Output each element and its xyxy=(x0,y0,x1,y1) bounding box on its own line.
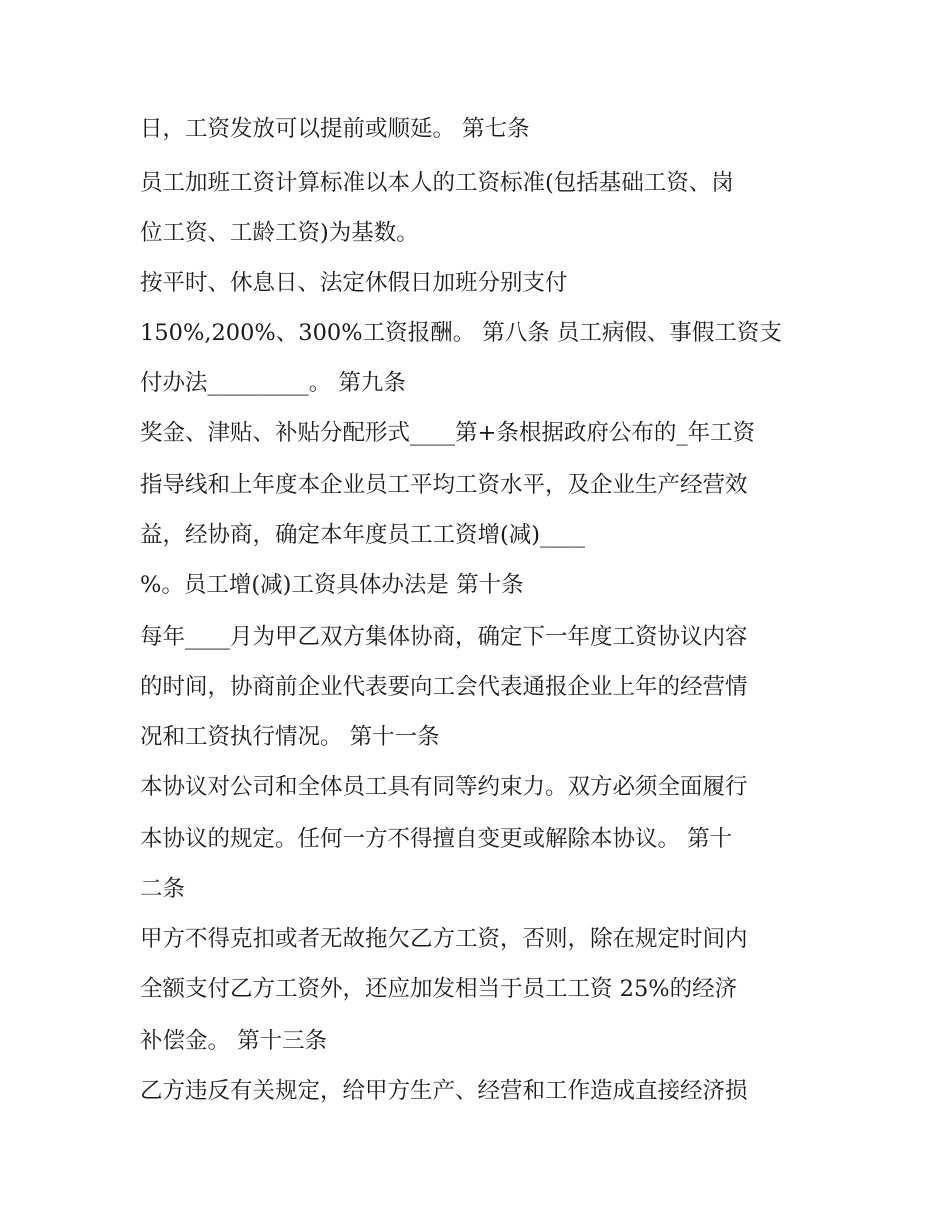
text-line: 付办法_________。 第九条 xyxy=(140,370,406,396)
text-line: 位工资、工龄工资)为基数。 xyxy=(140,220,419,246)
text-line: 补偿金。 第十三条 xyxy=(140,1028,328,1054)
text-line: 二条 xyxy=(140,876,186,902)
text-line: 按平时、休息日、法定休假日加班分别支付 xyxy=(140,270,568,296)
text-line: 全额支付乙方工资外，还应加发相当于员工工资 25%的经济 xyxy=(140,976,738,1002)
text-line: 甲方不得克扣或者无故拖欠乙方工资，否则，除在规定时间内 xyxy=(140,926,748,952)
text-line: 本协议的规定。任何一方不得擅自变更或解除本协议。 第十 xyxy=(140,826,733,852)
text-line: 每年____月为甲乙双方集体协商，确定下一年度工资协议内容 xyxy=(140,624,748,650)
text-line: 况和工资执行情况。 第十一条 xyxy=(140,724,440,750)
text-line: 日，工资发放可以提前或顺延。 第七条 xyxy=(140,116,530,142)
text-line: 的时间，协商前企业代表要向工会代表通报企业上年的经营情 xyxy=(140,674,748,700)
text-line: %。员工增(减)工资具体办法是 第十条 xyxy=(140,572,524,598)
text-line: 150%,200%、300%工资报酬。 第八条 员工病假、事假工资支 xyxy=(140,320,782,346)
text-line: 益，经协商，确定本年度员工工资增(减)____ xyxy=(140,522,586,548)
text-line: 指导线和上年度本企业员工平均工资水平，及企业生产经营效 xyxy=(140,472,748,498)
text-line: 奖金、津贴、补贴分配形式____第+条根据政府公布的_年工资 xyxy=(140,420,756,446)
text-line: 员工加班工资计算标准以本人的工资标准(包括基础工资、岗 xyxy=(140,170,734,196)
text-line: 本协议对公司和全体员工具有同等约束力。双方必须全面履行 xyxy=(140,774,748,800)
text-line: 乙方违反有关规定，给甲方生产、经营和工作造成直接经济损 xyxy=(140,1078,748,1104)
